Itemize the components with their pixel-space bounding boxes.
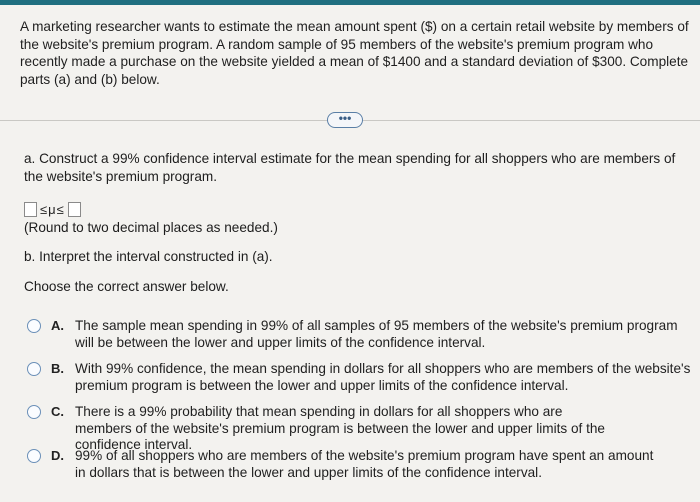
top-accent-bar <box>0 0 700 5</box>
option-b-text: With 99% confidence, the mean spending in dollars for all shoppers who are members of the website's premium program is between the lower and upper limits of the confidence interval. <box>75 361 691 393</box>
option-d[interactable] <box>24 448 692 481</box>
option-a[interactable] <box>24 318 692 351</box>
question-text: A marketing researcher wants to estimate the mean amount spent ($) on a certain retail website by members of the website's premium program. A random sample of 95 members of the website's premium program who recently made a purchase on the website yielded a mean of $1400 and a standard deviation of $300. Complete parts (a) and (b) below. <box>20 19 689 87</box>
option-b[interactable] <box>24 361 692 394</box>
option-b-letter: B. <box>51 361 64 376</box>
choose-instruction: Choose the correct answer below. <box>24 279 229 294</box>
option-a-text: The sample mean spending in 99% of all samples of 95 members of the website's premium program will be between the lower and upper limits of the confidence interval. <box>75 318 678 350</box>
option-d-letter: D. <box>51 448 64 463</box>
part-b-prompt: b. Interpret the interval constructed in (a). <box>24 249 273 264</box>
upper-limit-input[interactable] <box>68 202 81 217</box>
more-options-button[interactable]: ••• <box>327 112 363 128</box>
radio-option-b[interactable] <box>27 362 41 376</box>
part-a-prompt: a. Construct a 99% confidence interval estimate for the mean spending for all shoppers who are members of the website's premium program. <box>24 151 676 184</box>
radio-option-c[interactable] <box>27 405 41 419</box>
option-d-text: 99% of all shoppers who are members of the website's premium program have spent an amount in dollars that is between the lower and upper limits of the confidence interval. <box>75 448 654 480</box>
option-a-letter: A. <box>51 318 64 333</box>
radio-option-d[interactable] <box>27 449 41 463</box>
confidence-interval-inputs <box>24 199 81 219</box>
radio-option-a[interactable] <box>27 319 41 333</box>
inequality-symbols: ≤μ≤ <box>40 201 65 217</box>
option-c-letter: C. <box>51 404 64 419</box>
option-c-text: There is a 99% probability that mean spending in dollars for all shoppers who are members of the website's premium program is between the lower and upper limits of the confidence interval. <box>75 404 605 452</box>
lower-limit-input[interactable] <box>24 202 37 217</box>
rounding-note: (Round to two decimal places as needed.) <box>24 220 278 235</box>
option-c[interactable] <box>24 404 692 454</box>
